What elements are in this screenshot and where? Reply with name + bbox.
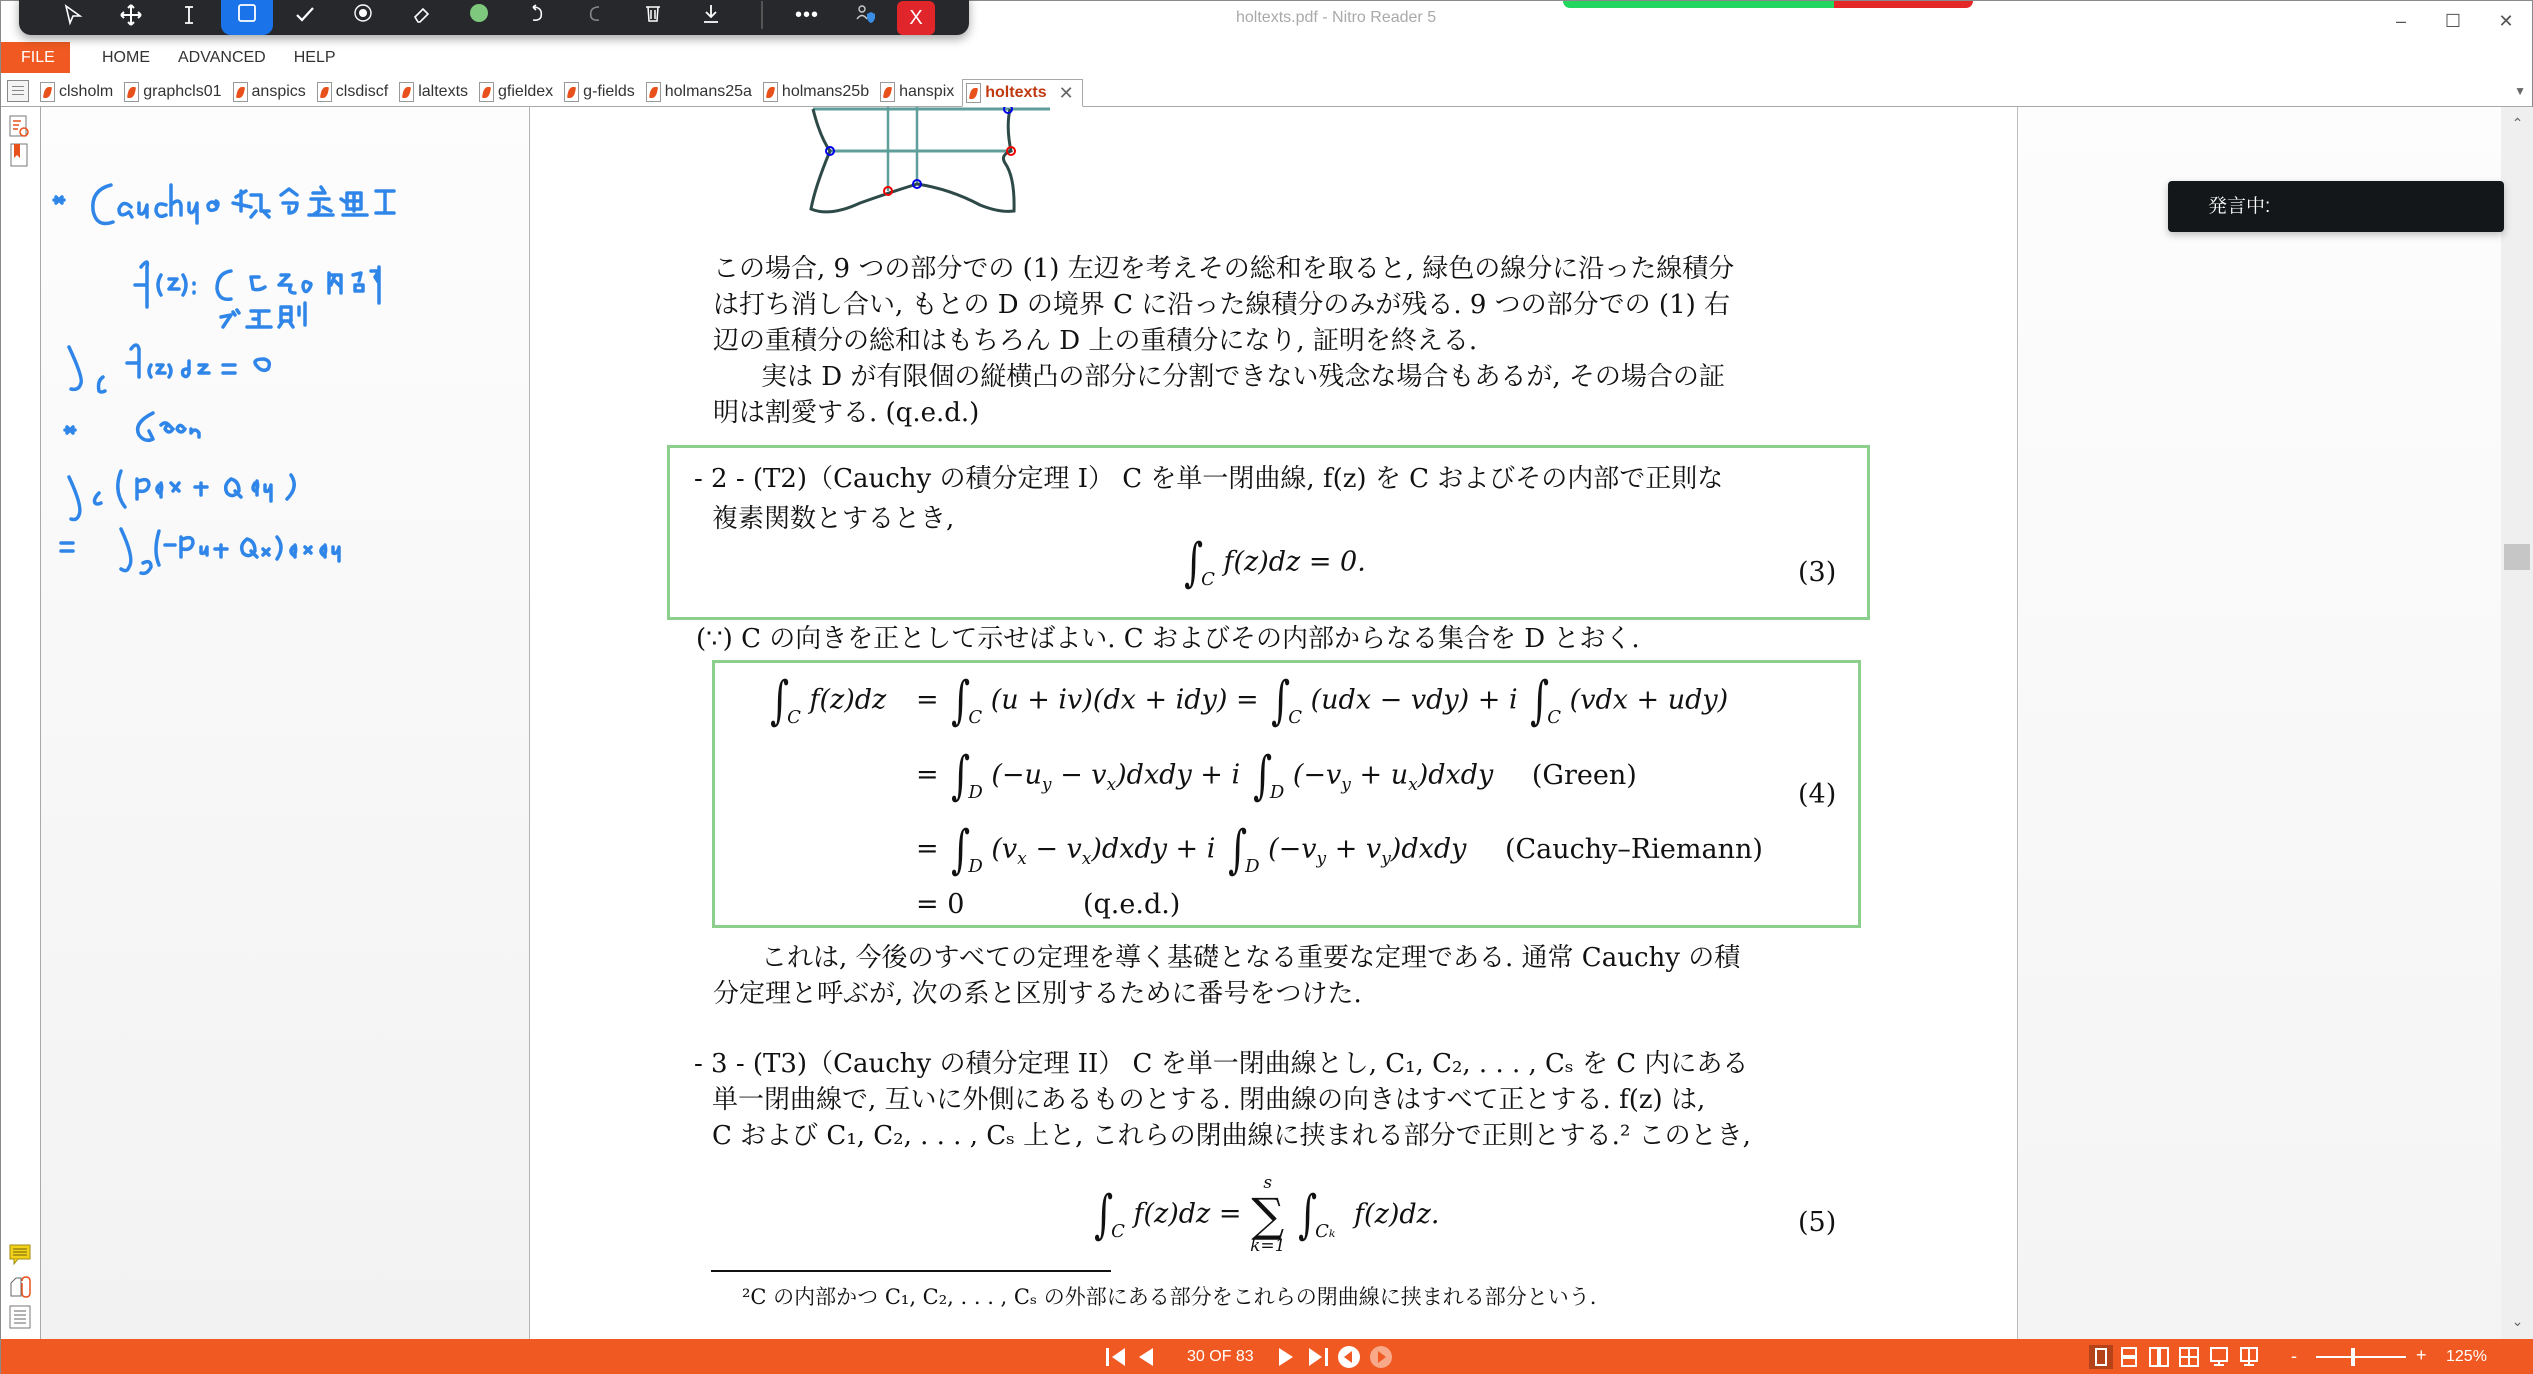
color-dot-icon <box>467 3 491 27</box>
spotlight-tool-button[interactable] <box>337 0 389 35</box>
footnote-text: ²C の内部かつ C₁, C₂, . . . , Cₛ の外部にある部分をこれらの閉曲線に挟まれる部分という. <box>742 1285 1597 1309</box>
theorem-line: 複素関数とするとき, <box>712 504 955 534</box>
maximize-icon: ☐ <box>2444 10 2462 31</box>
integral-sign: ∫ <box>770 671 790 731</box>
tab-label: anspics <box>251 83 306 100</box>
continuous-page-icon <box>2120 1347 2138 1367</box>
delete-button[interactable] <box>627 0 679 35</box>
scroll-up-arrow-icon[interactable]: ⌃ <box>2511 115 2524 131</box>
body-paragraph <box>713 251 1734 359</box>
text-cursor-icon <box>177 3 201 27</box>
integral-sign: ∫ <box>1184 533 1204 593</box>
close-icon: ✕ <box>2498 10 2514 31</box>
close-x-icon: X <box>909 6 923 29</box>
tab-label: g-fields <box>583 83 635 100</box>
previous-page-button[interactable] <box>1137 1346 1155 1368</box>
proof-line-3 <box>916 820 1763 880</box>
pdf-file-icon <box>40 82 55 102</box>
progress-green <box>1563 1 1834 8</box>
pdf-file-icon <box>479 82 494 102</box>
handwritten-notes-panel[interactable] <box>41 107 530 1339</box>
term: + v <box>1326 833 1382 865</box>
close-window-button[interactable] <box>2486 7 2526 35</box>
pdf-file-icon <box>763 82 778 102</box>
subscript: x <box>1106 774 1117 795</box>
first-page-button[interactable] <box>1105 1346 1127 1368</box>
equation-5 <box>1090 1175 1439 1255</box>
close-toolbar-button[interactable] <box>897 1 935 35</box>
checkmark-icon <box>293 3 317 27</box>
sigma-icon: ∑ <box>1251 1188 1285 1242</box>
tab-g-fields[interactable] <box>561 78 639 106</box>
integral-sign: ∫ <box>1228 820 1248 880</box>
equation-number: (5) <box>1798 1207 1837 1238</box>
tab-list-icon[interactable] <box>7 80 29 102</box>
integral-subscript: Cₖ <box>1315 1220 1336 1242</box>
ribbon-expand-chevron-icon[interactable]: ▼ <box>2514 84 2526 98</box>
equation-number: (4) <box>1798 779 1837 810</box>
integral-sign: ∫ <box>951 671 971 731</box>
subscript: x <box>1081 848 1092 869</box>
term: (−v <box>1268 833 1317 865</box>
left-sidebar-icons <box>1 107 41 1339</box>
tab-label: hanspix <box>899 83 955 100</box>
zoom-slider-thumb[interactable] <box>2351 1348 2355 1366</box>
proof-intro: (∵) C の向きを正として示せばよい. C およびその内部からなる集合を D とおく. <box>696 624 1640 654</box>
term: )dxdy <box>1417 759 1494 791</box>
integral-sign: ∫ <box>1252 746 1272 806</box>
bookmark-icon[interactable] <box>9 143 31 167</box>
pdf-file-icon <box>880 82 895 102</box>
integral-subscript: D <box>968 781 983 803</box>
term: )dxdy + i <box>1091 833 1216 865</box>
equals: = <box>916 759 948 791</box>
viewer-background <box>2018 107 2501 1339</box>
window-title: holtexts.pdf - Nitro Reader 5 <box>1236 9 1437 26</box>
select-tool-button[interactable] <box>47 0 99 35</box>
paragraph-line: この場合, 9 つの部分での (1) 左辺を考えその総和を取ると, 緑色の線分に沿った線積分 <box>713 254 1735 284</box>
next-page-button[interactable] <box>1277 1346 1295 1368</box>
pdf-page-view[interactable] <box>530 107 2018 1339</box>
facing-continuous-icon <box>2179 1347 2199 1367</box>
tab-graphcls01[interactable] <box>121 78 225 106</box>
presentation-view-button[interactable] <box>2207 1345 2231 1369</box>
progress-red <box>1834 1 1973 8</box>
integral-subscript: C <box>968 706 983 728</box>
subscript: y <box>1381 848 1391 869</box>
tab-label: gfieldex <box>498 83 554 100</box>
maximize-button[interactable] <box>2433 7 2473 35</box>
fullscreen-view-button[interactable] <box>2237 1345 2261 1369</box>
integral-subscript: D <box>1245 855 1260 877</box>
toolbar-separator <box>761 1 763 29</box>
integral-sign: ∫ <box>1271 671 1291 731</box>
footnote-rule <box>711 1270 1111 1272</box>
term: − v <box>1026 833 1082 865</box>
tab-label: clsdiscf <box>335 83 389 100</box>
eraser-icon <box>409 3 433 27</box>
region-subdivision-figure <box>530 107 2018 227</box>
equation-note: (Green) <box>1531 759 1637 791</box>
tab-laltexts[interactable] <box>396 78 472 106</box>
sum-lower-limit: k=1 <box>1250 1236 1286 1256</box>
theorem-line: - 3 - (T3)（Cauchy の積分定理 II） C を単一閉曲線とし, C₁, C₂, . . . , Cₛ を C 内にある <box>694 1049 1749 1079</box>
integral-sign: ∫ <box>1094 1185 1114 1245</box>
spotlight-icon <box>351 3 375 27</box>
speaking-indicator-popup: 発言中: <box>2168 181 2504 232</box>
move-tool-button[interactable] <box>105 0 157 35</box>
pdf-file-icon <box>966 83 981 103</box>
rectangle-tool-button[interactable] <box>221 0 273 35</box>
color-picker-button[interactable] <box>453 0 505 35</box>
facing-view-button[interactable] <box>2147 1345 2171 1369</box>
last-page-icon <box>1307 1346 1329 1368</box>
tab-label: laltexts <box>418 83 469 100</box>
theorem-line: - 2 - (T2)（Cauchy の積分定理 I） C を単一閉曲線, f(z) を C およびその内部で正則な <box>694 464 1724 494</box>
integral-subscript: C <box>787 706 801 728</box>
proof-line-4 <box>916 889 1180 920</box>
proof-lhs <box>766 671 887 731</box>
tab-label: graphcls01 <box>143 83 222 100</box>
first-page-icon <box>1105 1346 1127 1368</box>
paragraph-line: は打ち消し合い, もとの D の境界 C に沿った線積分のみが残る. 9 つの部分での (1) 右 <box>713 290 1731 320</box>
body-paragraph <box>713 940 1740 1012</box>
menu-help[interactable]: HELP <box>293 49 336 66</box>
tab-holmans25a[interactable] <box>643 78 756 106</box>
attachments-icon[interactable] <box>9 1275 31 1299</box>
tab-clsdiscf[interactable] <box>314 78 392 106</box>
layers-list-icon[interactable] <box>9 1305 31 1329</box>
single-page-icon <box>2095 1348 2107 1366</box>
term: + u <box>1350 759 1409 791</box>
equation-3 <box>1180 533 1366 593</box>
more-icon: ••• <box>794 3 819 26</box>
eraser-tool-button[interactable] <box>395 0 447 35</box>
tab-close-icon[interactable]: ✕ <box>1058 82 1074 103</box>
tab-gfieldex[interactable] <box>476 78 557 106</box>
monitor-icon <box>2209 1347 2229 1367</box>
minimize-icon: – <box>2395 10 2406 31</box>
person-shield-icon <box>853 3 877 27</box>
more-options-button[interactable] <box>781 0 833 35</box>
equation-note: (Cauchy–Riemann) <box>1504 833 1763 865</box>
previous-page-icon <box>1137 1346 1155 1368</box>
paragraph-line: 辺の重積分の総和はもちろん D 上の重積分になり, 証明を終える. <box>713 326 1478 356</box>
tab-label: clsholm <box>59 83 114 100</box>
theorem-line: C および C₁, C₂, . . . , Cₛ 上と, これらの閉曲線に挟まれる部分で正則とする.² このとき, <box>712 1121 1751 1151</box>
pdf-file-icon <box>646 82 661 102</box>
pdf-file-icon <box>317 82 332 102</box>
term: − v <box>1051 759 1107 791</box>
pdf-file-icon <box>233 82 248 102</box>
previous-view-icon <box>1337 1345 1361 1369</box>
body-paragraph <box>713 359 1725 431</box>
tab-holmans25b[interactable] <box>760 78 873 106</box>
subscript: x <box>1408 774 1418 795</box>
integral-sign: ∫ <box>951 820 971 880</box>
summation <box>1250 1175 1285 1255</box>
undo-icon <box>525 3 549 27</box>
zoom-out-button[interactable]: - <box>2291 1346 2297 1366</box>
tab-hanspix[interactable] <box>877 78 958 106</box>
select-arrow-icon <box>61 3 85 27</box>
term: (v <box>991 833 1018 865</box>
previous-view-button[interactable] <box>1337 1346 1361 1368</box>
menu-bar <box>1 42 2532 73</box>
minimize-button[interactable] <box>2381 7 2421 35</box>
pdf-file-icon <box>399 82 414 102</box>
integral-subscript: D <box>968 855 983 877</box>
monitor-split-icon <box>2239 1347 2259 1367</box>
term: (u + iv)(dx + idy) = <box>990 684 1268 716</box>
download-icon <box>699 3 723 27</box>
tab-label: holtexts <box>985 84 1047 101</box>
pdf-page <box>530 107 2018 1339</box>
integral-sign: ∫ <box>1530 671 1550 731</box>
equation-body: f(z)dz = 0. <box>1223 546 1366 578</box>
next-view-button[interactable] <box>1369 1346 1393 1368</box>
tab-holtexts[interactable] <box>962 79 1082 107</box>
equals: = <box>916 684 948 716</box>
tab-anspics[interactable] <box>230 78 310 106</box>
single-page-view-button[interactable] <box>2089 1345 2113 1369</box>
proof-line-1 <box>916 671 1729 731</box>
text-tool-button[interactable] <box>163 0 215 35</box>
annotation-toolbar <box>19 0 969 35</box>
paragraph-line: 明は割愛する. (q.e.d.) <box>713 398 980 428</box>
menu-advanced[interactable]: ADVANCED <box>178 49 266 66</box>
scroll-down-arrow-icon[interactable]: ⌄ <box>2511 1313 2524 1329</box>
facing-continuous-view-button[interactable] <box>2177 1345 2201 1369</box>
redo-icon <box>583 3 607 27</box>
redo-button[interactable] <box>569 0 621 35</box>
subscript: x <box>1017 848 1027 869</box>
sum-upper-limit: s <box>1263 1173 1273 1193</box>
zoom-level[interactable]: 125% <box>2446 1348 2487 1365</box>
move-icon <box>119 3 143 27</box>
proof-lhs-text: f(z)dz <box>809 684 887 716</box>
proof-line-2 <box>916 746 1637 806</box>
equation-number: (3) <box>1798 557 1837 588</box>
scrollbar-thumb[interactable] <box>2504 544 2530 570</box>
term: (−v <box>1292 759 1342 791</box>
tab-clsholm[interactable] <box>37 78 117 106</box>
equals: = <box>916 833 948 865</box>
term: )dxdy <box>1390 833 1467 865</box>
vertical-scrollbar[interactable] <box>2501 107 2533 1339</box>
zoom-slider-track[interactable] <box>2316 1356 2406 1358</box>
handwriting-ink <box>41 107 530 1339</box>
menu-file[interactable]: FILE <box>1 42 70 73</box>
theorem-t3-text <box>694 1046 1751 1154</box>
paragraph-line: これは, 今後のすべての定理を導く基礎となる重要な定理である. 通常 Cauchy の積 <box>761 943 1741 973</box>
integral-subscript: C <box>1111 1220 1125 1242</box>
next-view-icon <box>1369 1345 1393 1369</box>
last-page-button[interactable] <box>1307 1346 1329 1368</box>
comments-icon[interactable] <box>9 1243 31 1267</box>
theorem-line: 単一閉曲線で, 互いに外側にあるものとする. 閉曲線の向きはすべて正とする. f(z) は, <box>712 1085 1706 1115</box>
pdf-file-icon <box>564 82 579 102</box>
zoom-in-button[interactable]: + <box>2416 1345 2427 1365</box>
tab-label: holmans25a <box>664 83 752 100</box>
save-download-button[interactable] <box>685 0 737 35</box>
tab-label: holmans25b <box>781 83 870 100</box>
document-tabs <box>1 77 2532 107</box>
term: (udx − vdy) + i <box>1310 684 1518 716</box>
page-indicator[interactable]: 30 OF 83 <box>1187 1348 1254 1365</box>
subscript: y <box>1341 774 1351 795</box>
equation-lhs: f(z)dz = <box>1133 1198 1251 1230</box>
paragraph-line: 実は D が有限個の縦横凸の部分に分割できない残念な場合もあるが, その場合の証 <box>761 362 1725 392</box>
page-search-icon[interactable] <box>9 115 31 139</box>
term: )dxdy + i <box>1116 759 1241 791</box>
subscript: y <box>1041 774 1052 795</box>
integral-subscript: C <box>1201 568 1215 590</box>
integral-subscript: C <box>1288 706 1303 728</box>
paragraph-line: 分定理と呼ぶが, 次の系と区別するために番号をつけた. <box>713 979 1362 1009</box>
trash-icon <box>641 3 665 27</box>
user-settings-button[interactable] <box>839 0 891 35</box>
menu-home[interactable]: HOME <box>102 49 150 66</box>
theorem-t2-text <box>694 461 1723 537</box>
equals: = 0 <box>916 889 965 920</box>
pdf-file-icon <box>124 82 139 102</box>
check-tool-button[interactable] <box>279 0 331 35</box>
presentation-progress-strip <box>1563 1 1973 8</box>
integral-subscript: C <box>1547 706 1562 728</box>
facing-pages-icon <box>2149 1347 2169 1367</box>
undo-button[interactable] <box>511 0 563 35</box>
next-page-icon <box>1277 1346 1295 1368</box>
integral-subscript: D <box>1269 781 1285 803</box>
qed-note: (q.e.d.) <box>1082 889 1181 920</box>
equation-rhs: f(z)dz. <box>1354 1198 1440 1230</box>
term: (−u <box>991 759 1042 791</box>
subscript: y <box>1316 848 1327 869</box>
status-bar <box>1 1339 2533 1374</box>
integral-sign: ∫ <box>951 746 971 806</box>
continuous-view-button[interactable] <box>2117 1345 2141 1369</box>
rectangle-icon <box>235 3 259 27</box>
term: (vdx + udy) <box>1569 684 1729 716</box>
integral-sign: ∫ <box>1298 1185 1318 1245</box>
